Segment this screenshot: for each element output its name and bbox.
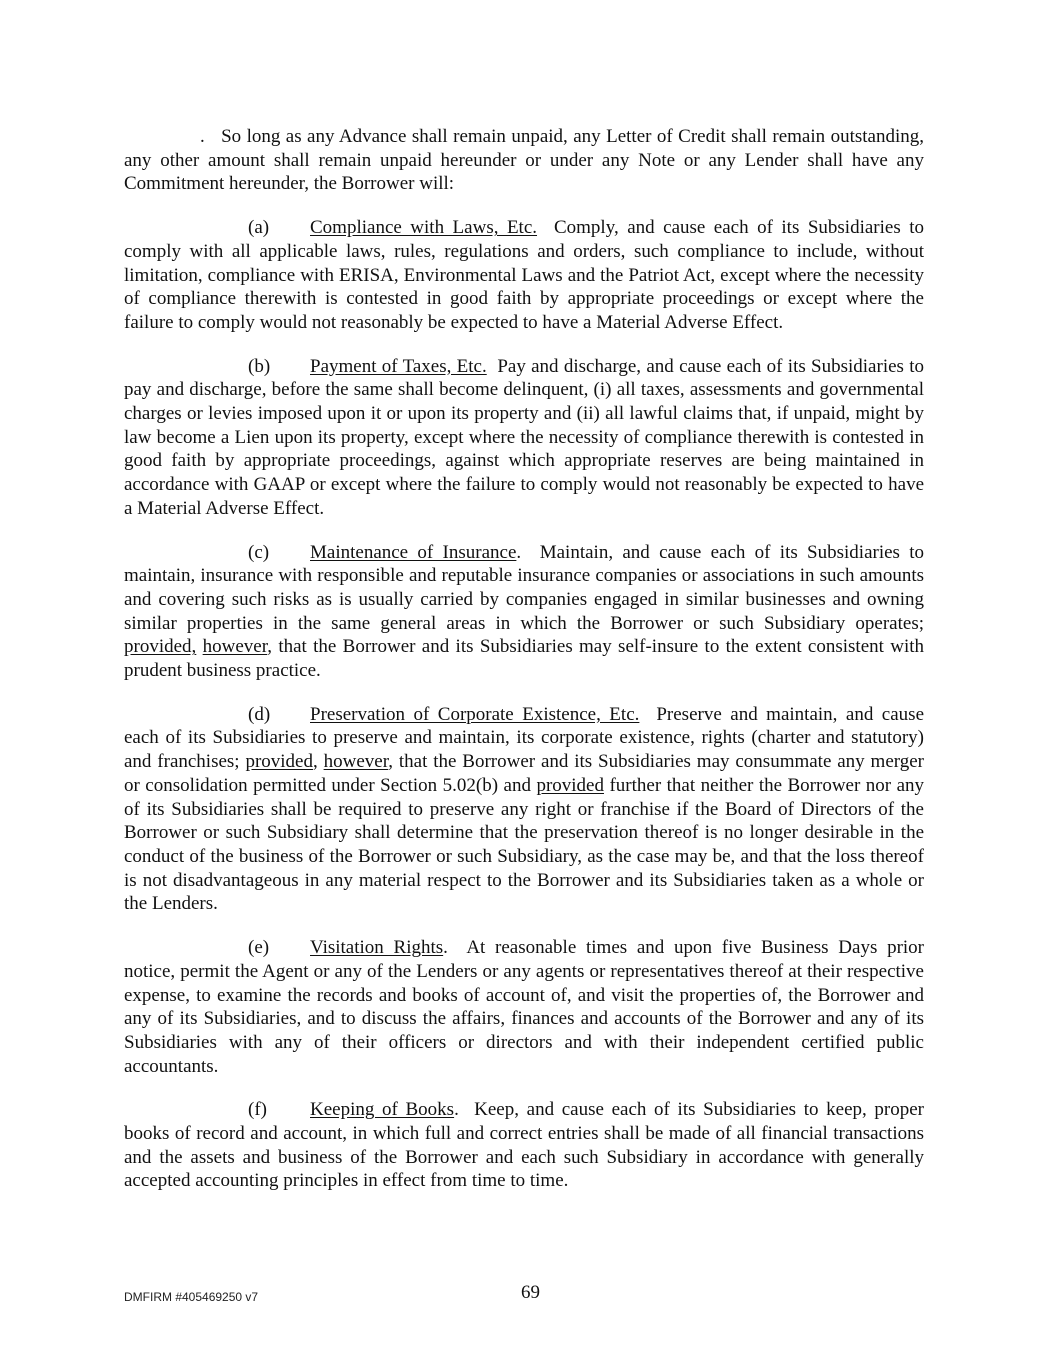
clause-f-label: (f): [248, 1099, 267, 1121]
clause-d-term-however: however: [323, 751, 389, 773]
clause-d-text-2: , that the Borrower and its Subsidiaries may consummate any merger or consolidation permitted under Section 5.02(b) and: [124, 751, 924, 796]
clause-f-title: Keeping of Books: [310, 1099, 455, 1121]
clause-c-term-provided: provided,: [124, 636, 197, 658]
clause-c-text-2: , that the Borrower and its Subsidiaries may self-insure to the extent consistent with prudent business practice.: [124, 636, 925, 682]
clause-a-text: Comply, and cause each of its Subsidiaries to comply with all applicable laws, rules, regulations and orders, such compliance to include, without limitation, compliance with ERISA, Environmental Laws and the Patriot Act, except where the necessity of compliance therewith is contested in good faith by appropriate proceedings or except where the failure to comply would not reasonably be expected to have a Material Adverse Effect.: [124, 217, 924, 333]
clause-d-title: Preservation of Corporate Existence, Etc.: [310, 703, 640, 725]
document-body: [124, 125, 924, 1213]
footer-document-id: DMFIRM #405469250 v7: [124, 1290, 259, 1304]
clause-e-label: (e): [248, 937, 270, 959]
clause-d-separator: ,: [313, 751, 318, 773]
clause-e-title: Visitation Rights: [310, 937, 444, 959]
intro-paragraph: [124, 125, 924, 196]
intro-lead: .: [200, 126, 205, 147]
clause-a-title: Compliance with Laws, Etc.: [310, 217, 538, 239]
clause-d: [124, 703, 924, 916]
clause-b-title: Payment of Taxes, Etc.: [310, 355, 487, 377]
clause-f-text: Keep, and cause each of its Subsidiaries to keep, proper books of record and account, in which full and correct entries shall be made of all financial transactions and the assets and business of the Borrower and each such Subsidiary in accordance with generally accepted accounting principles in effect from time to time.: [124, 1099, 924, 1192]
clause-e-text: At reasonable times and upon five Business Days prior notice, permit the Agent or any of the Lenders or any agents or representatives thereof at their respective expense, to examine the records and books of account of, and visit the properties of, the Borrower and any of its Subsidiaries, and to discuss the affairs, finances and accounts of the Borrower and any of its Subsidiaries with any of their officers or directors and with their independent certified public accountants.: [124, 937, 925, 1077]
clause-d-text-3: further that neither the Borrower nor any of its Subsidiaries shall be required to preserve any right or franchise if the Board of Directors of the Borrower or such Subsidiary shall determine that the preservation thereof is no longer desirable in the conduct of the business of the Borrower or such Subsidiary, as the case may be, and that the loss thereof is not disadvantageous in any material respect to the Borrower and its Subsidiaries taken as a whole or the Lenders.: [124, 774, 925, 915]
clause-c-term-however: however: [202, 636, 268, 658]
clause-d-term-provided-further: provided: [536, 774, 604, 796]
clause-a-label: (a): [248, 217, 270, 239]
clause-c-label: (c): [248, 541, 270, 563]
clause-a: [124, 216, 924, 335]
clause-e: (e) Visitation Rights. At reasonable times and upon five Business Days prior notice, permit the Agent or any of the Lenders or any agents or representatives thereof at their respective expense, to examine the records and books of account of, and visit the properties of, the Borrower and any of its Subsidiaries, and to discuss the affairs, finances and accounts of the Borrower and any of its Subsidiaries with any of their officers or directors and with their independent certified public accountants.: [124, 937, 925, 1077]
footer-page-number: 69: [521, 1282, 540, 1303]
clause-b: [124, 355, 924, 521]
clause-c-title: Maintenance of Insurance: [310, 541, 517, 563]
clause-b-text: Pay and discharge, and cause each of its Subsidiaries to pay and discharge, before the same shall become delinquent, (i) all taxes, assessments and governmental charges or levies imposed upon it or upon its property and (ii) all lawful claims that, if unpaid, might by law become a Lien upon its property, except where the necessity of compliance therewith is contested in good faith by appropriate proceedings, against which appropriate reserves are being maintained in accordance with GAAP or except where the failure to comply would not reasonably be expected to have a Material Adverse Effect.: [124, 355, 924, 519]
clause-d-label: (d): [248, 703, 271, 725]
clause-b-label: (b): [248, 355, 271, 377]
clause-d-text-1: Preserve and maintain, and cause each of its Subsidiaries to preserve and maintain, its corporate existence, rights (charter and statutory) and franchises;: [124, 703, 924, 773]
clause-d-term-provided: provided: [245, 751, 313, 773]
intro-text: So long as any Advance shall remain unpaid, any Letter of Credit shall remain outstanding, any other amount shall remain unpaid hereunder or under any Note or any Lender shall have any Commitment hereunder, the Borrower will:: [124, 126, 924, 195]
clause-c: (c) Maintenance of Insurance. Maintain, and cause each of its Subsidiaries to maintain, insurance with responsible and reputable insurance companies or associations in such amounts and covering such risks as is usually carried by companies engaged in similar businesses and owning similar properties in the same general areas in which the Borrower or such Subsidiary operates; provided, however, that the Borrower and its Subsidiaries may self-insure to the extent consistent with prudent business practice.: [124, 541, 925, 682]
clause-f: (f) Keeping of Books. Keep, and cause each of its Subsidiaries to keep, proper books of record and account, in which full and correct entries shall be made of all financial transactions and the assets and business of the Borrower and each such Subsidiary in accordance with generally accepted accounting principles in effect from time to time.: [124, 1099, 924, 1192]
clause-c-text-1: Maintain, and cause each of its Subsidiaries to maintain, insurance with responsible and reputable insurance companies or associations in such amounts and covering such risks as is usually carried by companies engaged in similar businesses and owning similar properties in the same general areas in which the Borrower or such Subsidiary operates;: [124, 541, 925, 634]
